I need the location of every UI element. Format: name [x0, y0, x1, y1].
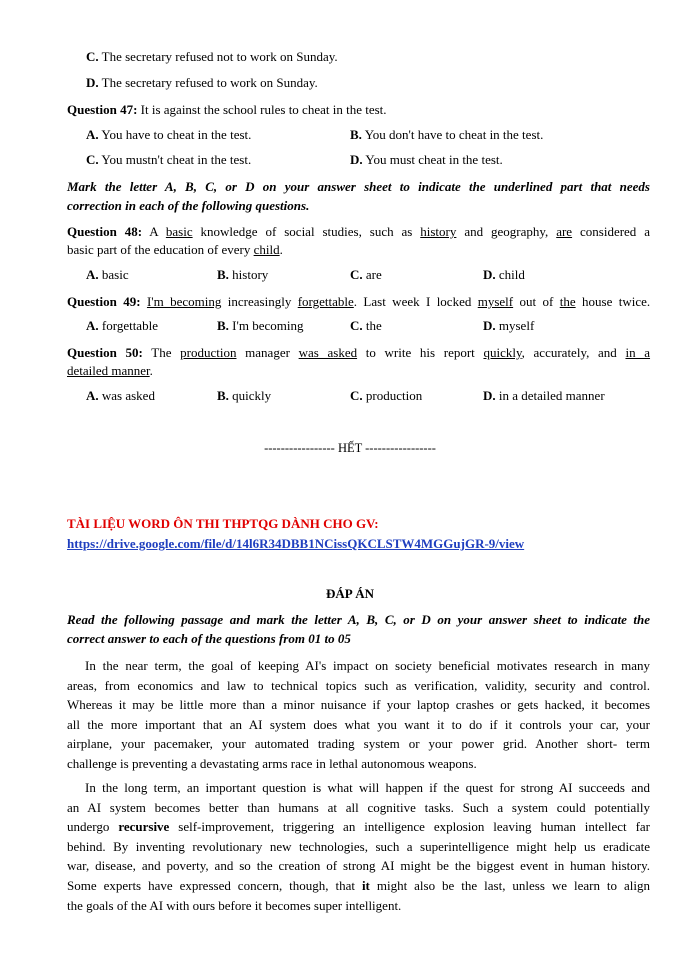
q49-option-d-text: myself	[498, 318, 535, 333]
q50-option-c-text: production	[365, 388, 423, 403]
q49-option-c-text: the	[365, 318, 382, 333]
q48-stem-line2	[67, 241, 283, 259]
promo-link[interactable]: https://drive.google.com/file/d/14l6R34DBB1NCissQKCLSTW4MGGujGR-9/view	[67, 536, 525, 551]
q49-option-c	[350, 317, 382, 335]
q47-option-b-letter: B.	[350, 127, 362, 142]
q47-option-d-text: You must cheat in the test.	[365, 152, 503, 167]
q50-seg4: , accurately, and	[521, 345, 617, 360]
q48-stem-line1	[67, 222, 650, 242]
q48-option-a-letter: A.	[86, 267, 99, 282]
reading-instruction-line2: correct answer to each of the questions from 01 to 05	[67, 631, 351, 646]
q49-option-b-text: I'm becoming	[232, 318, 304, 333]
q48-option-b-letter: B.	[217, 267, 229, 282]
q50-stem-line2	[67, 362, 153, 380]
q49-option-c-letter: C.	[350, 318, 363, 333]
q46-option-d-letter: D.	[86, 75, 99, 90]
q50-stem-line1	[67, 343, 650, 363]
q48-option-d	[483, 266, 525, 284]
passage-p2-line6-seg2: might also be the last, unless we learn to align	[376, 878, 650, 893]
q50-option-d-letter: D.	[483, 388, 496, 403]
reading-instruction-line1: Read the following passage and mark the letter A, B, C, or D on your answer sheet to indicate the	[67, 612, 650, 627]
q47-option-c-letter: C.	[86, 152, 99, 167]
q49-underline-im-becoming: I'm becoming	[146, 294, 222, 309]
passage-p2-line3	[67, 817, 650, 837]
q47-option-d-letter: D.	[350, 152, 363, 167]
q50-seg3: to write his report	[365, 345, 475, 360]
q50-option-a-text: was asked	[101, 388, 155, 403]
q49-seg4: house twice.	[582, 294, 651, 309]
q46-option-d-text: The secretary refused to work on Sunday.	[101, 75, 318, 90]
correction-instruction-line1: Mark the letter A, B, C, or D on your answer sheet to indicate the underlined part that needs	[67, 179, 650, 194]
q48-seg1: A	[149, 224, 158, 239]
answer-heading: ĐÁP ÁN	[325, 586, 375, 601]
q46-option-c-letter: C.	[86, 49, 99, 64]
q50-option-b-text: quickly	[232, 388, 272, 403]
q48-option-c	[350, 266, 382, 284]
q49-option-a	[86, 317, 158, 335]
passage-p1-line2: areas, from economics and law to technical topics such as verification, validity, security and control.	[67, 677, 650, 693]
q48-option-b-text: history	[232, 267, 269, 282]
q48-seg2: knowledge of social studies, such as	[200, 224, 413, 239]
passage-p1-line3: Whereas it may be little more than a minor nuisance if your laptop crashes or gets hacked, it becomes	[67, 697, 650, 713]
end-marker: ----------------- HẾT -----------------	[264, 441, 436, 455]
q47-option-a-text: You have to cheat in the test.	[101, 127, 252, 142]
q47-option-a-letter: A.	[86, 127, 99, 142]
passage-p2-line4: behind. By inventing revolutionary new technologies, such a superintelligence might help us eradicate	[67, 838, 650, 854]
passage-p2-line5: war, disease, and poverty, and so the creation of strong AI might be the biggest event in human history.	[67, 858, 650, 874]
q49-option-b	[217, 317, 303, 335]
q48-seg6: .	[279, 242, 283, 257]
q49-option-a-letter: A.	[86, 318, 99, 333]
q47-label: Question 47:	[67, 102, 138, 117]
q47-text: It is against the school rules to cheat in the test.	[140, 102, 387, 117]
q48-option-c-text: are	[365, 267, 382, 282]
passage-bold-recursive: recursive	[118, 819, 170, 835]
q48-underline-basic: basic	[165, 224, 193, 239]
q50-seg5: .	[149, 363, 153, 378]
q50-underline-quickly: quickly	[483, 345, 522, 360]
passage-p2-line2: an AI system becomes better than humans at all cognitive tasks. Such a system could potentially	[67, 799, 650, 815]
passage-p1-line4: all the more important that an AI system does what you want it to do if it controls your car, your	[67, 716, 650, 732]
q47-option-b	[350, 126, 543, 144]
q48-underline-history: history	[420, 224, 457, 239]
q47-option-c-text: You mustn't cheat in the test.	[101, 152, 252, 167]
q49-underline-myself: myself	[477, 294, 514, 309]
promo-title: TÀI LIỆU WORD ÔN THI THPTQG DÀNH CHO GV:	[67, 516, 379, 531]
q48-underline-are: are	[556, 224, 573, 239]
q50-underline-was-asked: was asked	[298, 345, 358, 360]
q48-underline-child: child	[253, 242, 280, 257]
q49-option-d-letter: D.	[483, 318, 496, 333]
q50-option-d-text: in a detailed manner	[498, 388, 605, 403]
q50-option-b	[217, 387, 271, 405]
passage-bold-it: it	[361, 878, 370, 893]
q48-option-c-letter: C.	[350, 267, 363, 282]
q48-seg4: considered a	[580, 224, 650, 239]
q48-seg5: basic part of the education of every	[67, 242, 251, 257]
q48-option-d-text: child	[498, 267, 525, 282]
q50-option-a-letter: A.	[86, 388, 99, 403]
q50-label: Question 50:	[67, 345, 143, 360]
q47-option-a	[86, 126, 251, 144]
passage-p2-line6-seg1: Some experts have expressed concern, though, that	[67, 878, 355, 893]
q50-option-b-letter: B.	[217, 388, 229, 403]
q46-option-c	[86, 48, 338, 66]
q48-option-a	[86, 266, 129, 284]
q50-option-c	[350, 387, 422, 405]
q47-option-b-text: You don't have to cheat in the test.	[364, 127, 544, 142]
passage-p2-line7: the goals of the AI with ours before it becomes super intelligent.	[67, 897, 402, 913]
q50-underline-in-a: in a	[625, 345, 651, 360]
q48-option-b	[217, 266, 268, 284]
q50-seg2: manager	[245, 345, 290, 360]
q47-stem	[67, 101, 387, 119]
q49-option-a-text: forgettable	[101, 318, 158, 333]
q50-option-d	[483, 387, 605, 405]
q46-option-d	[86, 74, 318, 92]
q49-seg1: increasingly	[227, 294, 292, 309]
correction-instruction-line2: correction in each of the following questions.	[67, 198, 310, 213]
passage-p1-line6: challenge is preventing a devastating arms race in lethal autonomous weapons.	[67, 756, 477, 771]
passage-p2-line6	[67, 876, 650, 896]
q49-seg2: . Last week I locked	[353, 294, 472, 309]
q48-option-d-letter: D.	[483, 267, 496, 282]
q49-option-d	[483, 317, 534, 335]
q49-underline-forgettable: forgettable	[297, 294, 354, 309]
q49-label: Question 49:	[67, 294, 141, 309]
passage-p2-line1: In the long term, an important question is what will happen if the quest for strong AI succeeds and	[85, 780, 650, 795]
q49-seg3: out of	[519, 294, 554, 309]
q48-option-a-text: basic	[101, 267, 129, 282]
q49-stem	[67, 292, 650, 312]
q48-label: Question 48:	[67, 224, 143, 239]
passage-p2-line3-seg2: self-improvement, triggering an intelligence explosion leaving human intellect far	[178, 819, 651, 835]
q50-option-c-letter: C.	[350, 388, 363, 403]
q47-option-c	[86, 151, 251, 169]
q49-option-b-letter: B.	[217, 318, 229, 333]
q48-seg3: and geography,	[464, 224, 549, 239]
q50-underline-production: production	[180, 345, 237, 360]
q50-seg1: The	[151, 345, 172, 360]
passage-p2-line3-seg1: undergo	[67, 819, 110, 835]
q49-underline-the: the	[559, 294, 576, 309]
q46-option-c-text: The secretary refused not to work on Sunday.	[101, 49, 338, 64]
q47-option-d	[350, 151, 503, 169]
passage-p1-line1: In the near term, the goal of keeping AI's impact on society beneficial motivates research in many	[85, 658, 650, 673]
q50-option-a	[86, 387, 155, 405]
passage-p1-line5: airplane, your pacemaker, your automated trading system or your power grid. Another short- term	[67, 736, 650, 752]
q50-underline-detailed-manner: detailed manner	[67, 363, 150, 378]
